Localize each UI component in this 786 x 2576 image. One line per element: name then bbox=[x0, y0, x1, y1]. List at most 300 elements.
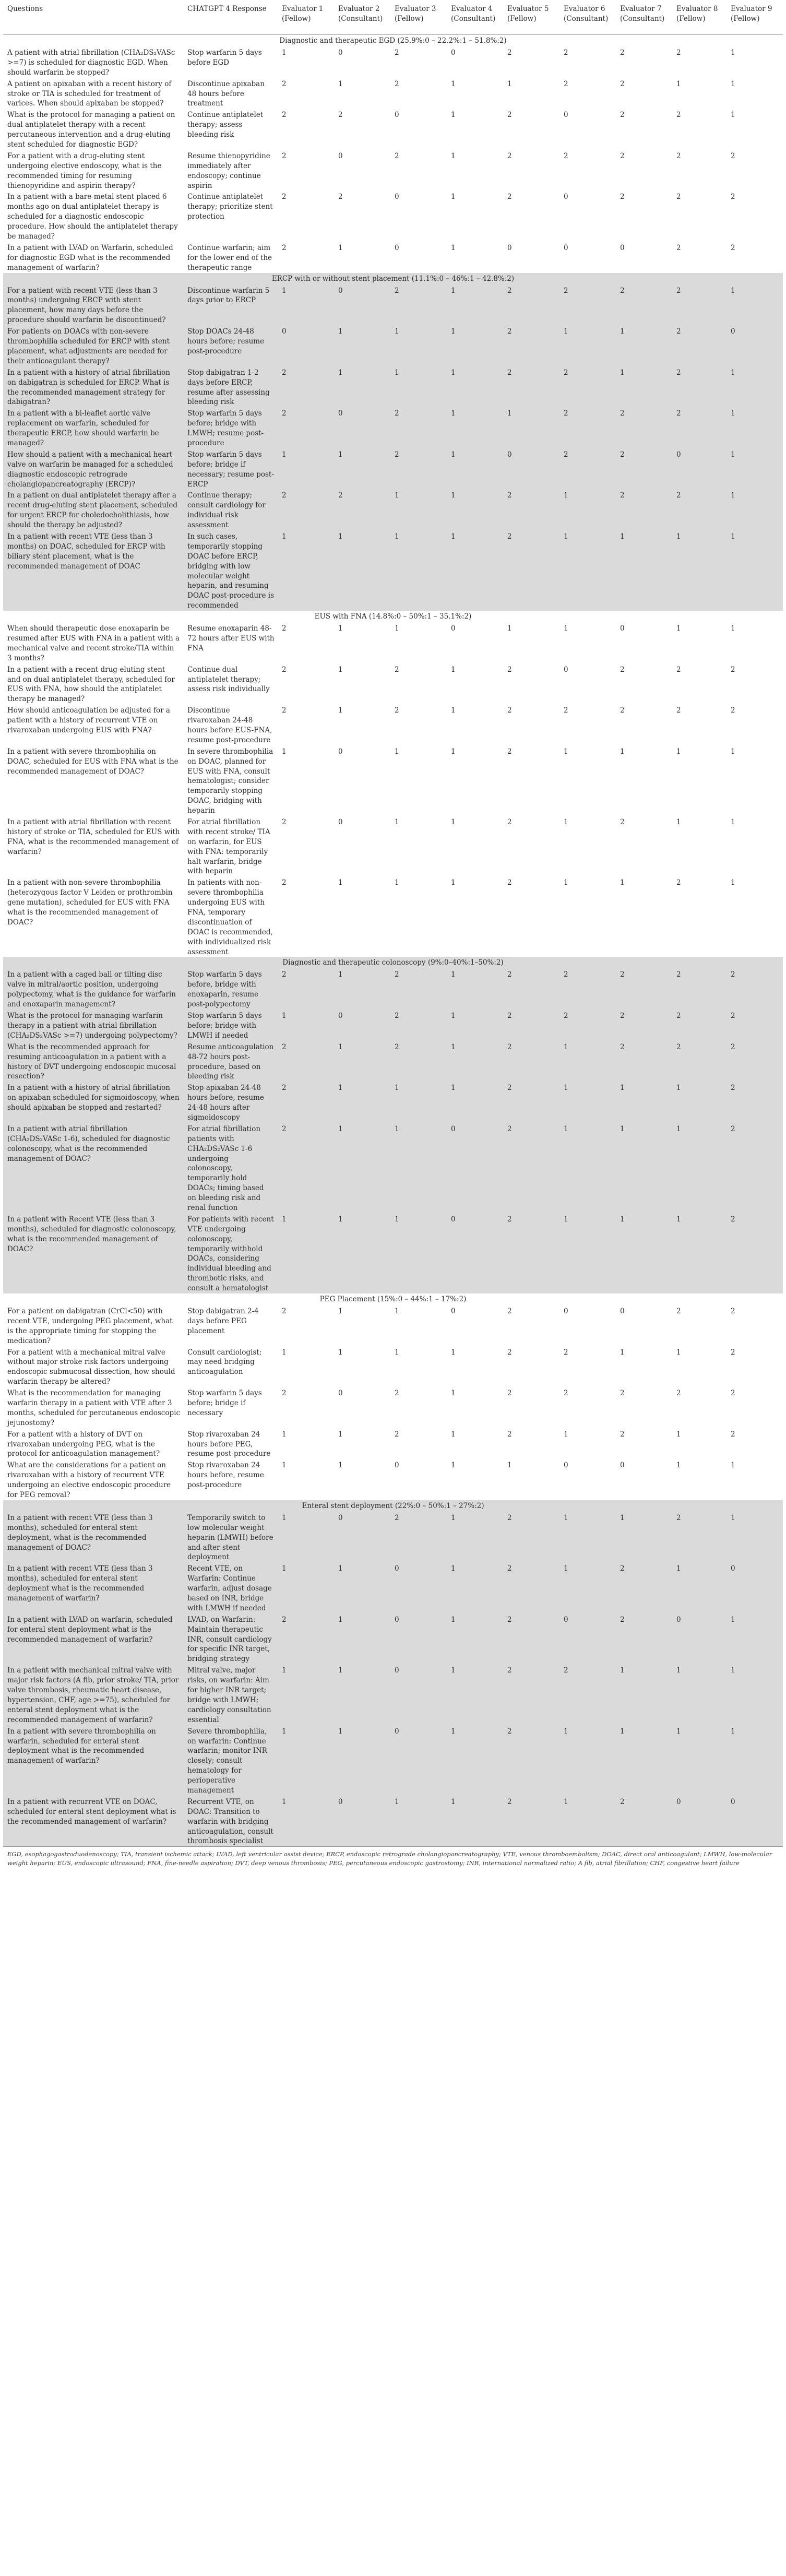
score-cell-evaluator-2: 2 bbox=[334, 489, 390, 530]
score-cell-evaluator-8: 2 bbox=[672, 1387, 727, 1428]
score-cell-evaluator-3: 1 bbox=[390, 1123, 447, 1213]
table-row bbox=[3, 1613, 783, 1664]
question-cell: For patients on DOACs with non-severe thrombophilia scheduled for ERCP with stent placement, what adjustments are needed for their anticoagulant therapy? bbox=[3, 325, 183, 366]
table-row bbox=[3, 150, 783, 191]
score-cell-evaluator-7: 1 bbox=[616, 745, 672, 816]
score-cell-evaluator-1: 2 bbox=[278, 1082, 334, 1123]
score-cell-evaluator-2: 1 bbox=[334, 968, 390, 1010]
score-cell-evaluator-9: 2 bbox=[727, 1041, 783, 1082]
response-cell: Recurrent VTE, on DOAC: Transition to warfarin with bridging anticoagulation, consult thrombosis specialist bbox=[183, 1796, 278, 1846]
table-row bbox=[3, 1796, 783, 1846]
score-cell-evaluator-8: 2 bbox=[672, 191, 727, 241]
score-cell-evaluator-7: 2 bbox=[616, 968, 672, 1010]
score-cell-evaluator-5: 2 bbox=[503, 1562, 559, 1613]
score-cell-evaluator-8: 2 bbox=[672, 109, 727, 150]
table-row bbox=[3, 876, 783, 957]
score-cell-evaluator-4: 1 bbox=[447, 1082, 503, 1123]
response-cell: Stop warfarin 5 days before; bridge with LMWH; resume post-procedure bbox=[183, 407, 278, 448]
score-cell-evaluator-1: 2 bbox=[278, 78, 334, 109]
score-cell-evaluator-8: 2 bbox=[672, 1041, 727, 1082]
score-cell-evaluator-1: 2 bbox=[278, 704, 334, 745]
header-evaluator-4: Evaluator 4 (Consultant) bbox=[447, 0, 503, 35]
table-row bbox=[3, 1010, 783, 1041]
score-cell-evaluator-8: 2 bbox=[672, 1010, 727, 1041]
score-cell-evaluator-9: 1 bbox=[727, 109, 783, 150]
response-cell: Stop apixaban 24-48 hours before, resume 24-48 hours after sigmoidoscopy bbox=[183, 1082, 278, 1123]
header-row bbox=[3, 0, 783, 35]
table-row bbox=[3, 1459, 783, 1500]
score-cell-evaluator-7: 2 bbox=[616, 407, 672, 448]
score-cell-evaluator-7: 2 bbox=[616, 150, 672, 191]
response-cell: For patients with recent VTE undergoing colonoscopy, temporarily withhold DOACs, considering individual bleeding and thrombotic risks, and consult a hematologist bbox=[183, 1213, 278, 1293]
table-row bbox=[3, 366, 783, 408]
question-cell: In a patient with a recent drug-eluting stent and on dual antiplatelet therapy, scheduled for EUS with FNA, how should the antiplatelet therapy be managed? bbox=[3, 663, 183, 705]
score-cell-evaluator-3: 1 bbox=[390, 1082, 447, 1123]
score-cell-evaluator-7: 2 bbox=[616, 1562, 672, 1613]
score-cell-evaluator-3: 1 bbox=[390, 1213, 447, 1293]
header-evaluator-8: Evaluator 8 (Fellow) bbox=[672, 0, 727, 35]
table-row bbox=[3, 816, 783, 876]
score-cell-evaluator-7: 1 bbox=[616, 1123, 672, 1213]
table-row bbox=[3, 1387, 783, 1428]
score-cell-evaluator-1: 2 bbox=[278, 242, 334, 273]
score-cell-evaluator-5: 2 bbox=[503, 109, 559, 150]
table-row bbox=[3, 325, 783, 366]
score-cell-evaluator-9: 2 bbox=[727, 968, 783, 1010]
score-cell-evaluator-8: 2 bbox=[672, 704, 727, 745]
score-cell-evaluator-4: 1 bbox=[447, 489, 503, 530]
score-cell-evaluator-1: 2 bbox=[278, 968, 334, 1010]
score-cell-evaluator-5: 2 bbox=[503, 1041, 559, 1082]
score-cell-evaluator-8: 2 bbox=[672, 489, 727, 530]
score-cell-evaluator-9: 1 bbox=[727, 1512, 783, 1562]
score-cell-evaluator-1: 1 bbox=[278, 46, 334, 78]
score-cell-evaluator-2: 1 bbox=[334, 448, 390, 490]
header-evaluator-6: Evaluator 6 (Consultant) bbox=[559, 0, 616, 35]
response-cell: Stop warfarin 5 days before; bridge with LMWH if needed bbox=[183, 1010, 278, 1041]
table-row bbox=[3, 1725, 783, 1796]
score-cell-evaluator-7: 2 bbox=[616, 78, 672, 109]
table-row bbox=[3, 1664, 783, 1725]
score-cell-evaluator-4: 1 bbox=[447, 1041, 503, 1082]
score-cell-evaluator-9: 1 bbox=[727, 1613, 783, 1664]
score-cell-evaluator-9: 2 bbox=[727, 1305, 783, 1346]
score-cell-evaluator-5: 2 bbox=[503, 530, 559, 611]
score-cell-evaluator-4: 1 bbox=[447, 530, 503, 611]
score-cell-evaluator-1: 1 bbox=[278, 1010, 334, 1041]
header-evaluator-5: Evaluator 5 (Fellow) bbox=[503, 0, 559, 35]
section-title: Diagnostic and therapeutic EGD (25.9%:0 – 22.2%:1 – 51.8%:2) bbox=[3, 35, 783, 47]
score-cell-evaluator-8: 2 bbox=[672, 876, 727, 957]
score-cell-evaluator-1: 2 bbox=[278, 489, 334, 530]
score-cell-evaluator-9: 1 bbox=[727, 1725, 783, 1796]
score-cell-evaluator-1: 2 bbox=[278, 366, 334, 408]
score-cell-evaluator-3: 1 bbox=[390, 745, 447, 816]
score-cell-evaluator-6: 1 bbox=[559, 1512, 616, 1562]
response-cell: Severe thrombophilia, on warfarin: Continue warfarin; monitor INR closely; consult hematology for perioperative management bbox=[183, 1725, 278, 1796]
score-cell-evaluator-9: 2 bbox=[727, 704, 783, 745]
score-cell-evaluator-6: 1 bbox=[559, 1796, 616, 1846]
score-cell-evaluator-9: 2 bbox=[727, 1428, 783, 1459]
score-cell-evaluator-1: 2 bbox=[278, 816, 334, 876]
score-cell-evaluator-3: 2 bbox=[390, 968, 447, 1010]
score-cell-evaluator-8: 2 bbox=[672, 1512, 727, 1562]
score-cell-evaluator-4: 1 bbox=[447, 1725, 503, 1796]
table-row bbox=[3, 191, 783, 241]
score-cell-evaluator-6: 1 bbox=[559, 745, 616, 816]
question-cell: What are the considerations for a patient on rivaroxaban with a history of recurrent VTE undergoing an elective endoscopic procedure for PEG removal? bbox=[3, 1459, 183, 1500]
score-cell-evaluator-4: 1 bbox=[447, 663, 503, 705]
response-cell: Resume enoxaparin 48-72 hours after EUS with FNA bbox=[183, 622, 278, 663]
response-cell: Continue warfarin; aim for the lower end of the therapeutic range bbox=[183, 242, 278, 273]
score-cell-evaluator-9: 1 bbox=[727, 816, 783, 876]
score-cell-evaluator-3: 1 bbox=[390, 530, 447, 611]
score-cell-evaluator-8: 1 bbox=[672, 1562, 727, 1613]
response-cell: Recent VTE, on Warfarin: Continue warfarin, adjust dosage based on INR, bridge with LMWH if needed bbox=[183, 1562, 278, 1613]
score-cell-evaluator-4: 1 bbox=[447, 968, 503, 1010]
table-row bbox=[3, 489, 783, 530]
score-cell-evaluator-5: 2 bbox=[503, 489, 559, 530]
score-cell-evaluator-5: 2 bbox=[503, 46, 559, 78]
score-cell-evaluator-4: 1 bbox=[447, 448, 503, 490]
response-cell: Continue dual antiplatelet therapy; assess risk individually bbox=[183, 663, 278, 705]
question-cell: In a patient with recent VTE (less than 3 months) on DOAC, scheduled for ERCP with biliary stent placement, what is the recommended management of DOAC bbox=[3, 530, 183, 611]
table-row bbox=[3, 622, 783, 663]
score-cell-evaluator-2: 0 bbox=[334, 1796, 390, 1846]
score-cell-evaluator-3: 1 bbox=[390, 1305, 447, 1346]
score-cell-evaluator-9: 2 bbox=[727, 1082, 783, 1123]
score-cell-evaluator-7: 1 bbox=[616, 530, 672, 611]
score-cell-evaluator-5: 2 bbox=[503, 1123, 559, 1213]
score-cell-evaluator-5: 0 bbox=[503, 242, 559, 273]
score-cell-evaluator-1: 1 bbox=[278, 1512, 334, 1562]
table-row bbox=[3, 1346, 783, 1387]
response-cell: Stop rivaroxaban 24 hours before, resume post-procedure bbox=[183, 1459, 278, 1500]
score-cell-evaluator-3: 0 bbox=[390, 1613, 447, 1664]
table-row bbox=[3, 1428, 783, 1459]
score-cell-evaluator-5: 2 bbox=[503, 1664, 559, 1725]
score-cell-evaluator-2: 1 bbox=[334, 1123, 390, 1213]
score-cell-evaluator-9: 1 bbox=[727, 407, 783, 448]
section-title: Diagnostic and therapeutic colonoscopy (9%:0–40%:1–50%:2) bbox=[3, 957, 783, 968]
score-cell-evaluator-5: 2 bbox=[503, 968, 559, 1010]
score-cell-evaluator-5: 2 bbox=[503, 876, 559, 957]
score-cell-evaluator-1: 2 bbox=[278, 109, 334, 150]
score-cell-evaluator-7: 1 bbox=[616, 1512, 672, 1562]
score-cell-evaluator-7: 2 bbox=[616, 46, 672, 78]
score-cell-evaluator-2: 1 bbox=[334, 704, 390, 745]
score-cell-evaluator-8: 1 bbox=[672, 530, 727, 611]
response-cell: Resume anticoagulation 48-72 hours post-procedure, based on bleeding risk bbox=[183, 1041, 278, 1082]
response-cell: Stop warfarin 5 days before EGD bbox=[183, 46, 278, 78]
score-cell-evaluator-4: 0 bbox=[447, 622, 503, 663]
score-cell-evaluator-1: 2 bbox=[278, 663, 334, 705]
score-cell-evaluator-2: 1 bbox=[334, 1082, 390, 1123]
score-cell-evaluator-3: 2 bbox=[390, 1387, 447, 1428]
score-cell-evaluator-9: 2 bbox=[727, 150, 783, 191]
question-cell: For a patient on dabigatran (CrCl<50) with recent VTE, undergoing PEG placement, what is the appropriate timing for stopping the medication? bbox=[3, 1305, 183, 1346]
score-cell-evaluator-6: 1 bbox=[559, 1123, 616, 1213]
score-cell-evaluator-5: 1 bbox=[503, 407, 559, 448]
score-cell-evaluator-5: 2 bbox=[503, 704, 559, 745]
score-cell-evaluator-7: 0 bbox=[616, 1305, 672, 1346]
score-cell-evaluator-6: 1 bbox=[559, 1562, 616, 1613]
score-cell-evaluator-2: 1 bbox=[334, 622, 390, 663]
question-cell: In a patient with a history of atrial fibrillation on apixaban scheduled for sigmoidoscopy, when should apixaban be stopped and restarted? bbox=[3, 1082, 183, 1123]
response-cell: For atrial fibrillation patients with CHA₂DS₂VASc 1-6 undergoing colonoscopy, temporarily hold DOACs; timing based on bleeding risk and renal function bbox=[183, 1123, 278, 1213]
score-cell-evaluator-5: 2 bbox=[503, 1213, 559, 1293]
score-cell-evaluator-4: 0 bbox=[447, 1123, 503, 1213]
score-cell-evaluator-2: 0 bbox=[334, 150, 390, 191]
section-title: EUS with FNA (14.8%:0 – 50%:1 – 35.1%:2) bbox=[3, 611, 783, 622]
score-cell-evaluator-1: 1 bbox=[278, 1796, 334, 1846]
score-cell-evaluator-1: 2 bbox=[278, 876, 334, 957]
score-cell-evaluator-9: 0 bbox=[727, 1562, 783, 1613]
score-cell-evaluator-6: 2 bbox=[559, 1387, 616, 1428]
score-cell-evaluator-6: 2 bbox=[559, 407, 616, 448]
question-cell: In a patient on dual antiplatelet therapy after a recent drug-eluting stent placement, scheduled for urgent ERCP for choledocholithiasis, how should the therapy be adjusted? bbox=[3, 489, 183, 530]
score-cell-evaluator-3: 2 bbox=[390, 407, 447, 448]
score-cell-evaluator-1: 1 bbox=[278, 1664, 334, 1725]
score-cell-evaluator-6: 0 bbox=[559, 109, 616, 150]
score-cell-evaluator-8: 1 bbox=[672, 1213, 727, 1293]
question-cell: When should therapeutic dose enoxaparin be resumed after EUS with FNA in a patient with a mechanical valve and recent stroke/TIA within 3 months? bbox=[3, 622, 183, 663]
score-cell-evaluator-3: 0 bbox=[390, 1459, 447, 1500]
score-cell-evaluator-6: 1 bbox=[559, 876, 616, 957]
score-cell-evaluator-6: 2 bbox=[559, 78, 616, 109]
score-cell-evaluator-9: 1 bbox=[727, 876, 783, 957]
score-cell-evaluator-6: 2 bbox=[559, 448, 616, 490]
score-cell-evaluator-4: 1 bbox=[447, 1387, 503, 1428]
score-cell-evaluator-7: 0 bbox=[616, 622, 672, 663]
score-cell-evaluator-5: 2 bbox=[503, 816, 559, 876]
score-cell-evaluator-1: 1 bbox=[278, 448, 334, 490]
score-cell-evaluator-1: 0 bbox=[278, 325, 334, 366]
score-cell-evaluator-9: 1 bbox=[727, 489, 783, 530]
score-cell-evaluator-5: 2 bbox=[503, 663, 559, 705]
score-cell-evaluator-8: 2 bbox=[672, 663, 727, 705]
score-cell-evaluator-2: 2 bbox=[334, 191, 390, 241]
score-cell-evaluator-7: 2 bbox=[616, 191, 672, 241]
score-cell-evaluator-7: 2 bbox=[616, 1796, 672, 1846]
score-cell-evaluator-3: 2 bbox=[390, 1041, 447, 1082]
score-cell-evaluator-7: 1 bbox=[616, 1725, 672, 1796]
section-header-row bbox=[3, 35, 783, 47]
score-cell-evaluator-1: 1 bbox=[278, 1725, 334, 1796]
score-cell-evaluator-4: 1 bbox=[447, 284, 503, 326]
score-cell-evaluator-4: 1 bbox=[447, 366, 503, 408]
score-cell-evaluator-3: 2 bbox=[390, 1512, 447, 1562]
score-cell-evaluator-1: 2 bbox=[278, 1305, 334, 1346]
question-cell: In a patient with severe thrombophilia on warfarin, scheduled for enteral stent deployment what is the recommended management of warfarin? bbox=[3, 1725, 183, 1796]
score-cell-evaluator-6: 2 bbox=[559, 968, 616, 1010]
score-cell-evaluator-3: 0 bbox=[390, 1562, 447, 1613]
table-row bbox=[3, 1123, 783, 1213]
question-cell: For a patient with a mechanical mitral valve without major stroke risk factors undergoing endoscopic submucosal dissection, how should warfarin therapy be altered? bbox=[3, 1346, 183, 1387]
score-cell-evaluator-4: 1 bbox=[447, 1562, 503, 1613]
score-cell-evaluator-7: 1 bbox=[616, 325, 672, 366]
score-cell-evaluator-8: 1 bbox=[672, 816, 727, 876]
table-body bbox=[3, 35, 783, 1847]
score-cell-evaluator-5: 1 bbox=[503, 622, 559, 663]
section-header-row bbox=[3, 273, 783, 284]
score-cell-evaluator-9: 2 bbox=[727, 242, 783, 273]
score-cell-evaluator-4: 1 bbox=[447, 704, 503, 745]
score-cell-evaluator-3: 2 bbox=[390, 284, 447, 326]
score-cell-evaluator-7: 2 bbox=[616, 1010, 672, 1041]
score-cell-evaluator-3: 1 bbox=[390, 1796, 447, 1846]
score-cell-evaluator-1: 2 bbox=[278, 622, 334, 663]
score-cell-evaluator-6: 0 bbox=[559, 191, 616, 241]
score-cell-evaluator-2: 0 bbox=[334, 407, 390, 448]
section-header-row bbox=[3, 1500, 783, 1512]
score-cell-evaluator-2: 1 bbox=[334, 1562, 390, 1613]
score-cell-evaluator-8: 2 bbox=[672, 366, 727, 408]
score-cell-evaluator-2: 1 bbox=[334, 1428, 390, 1459]
table-row bbox=[3, 663, 783, 705]
score-cell-evaluator-7: 1 bbox=[616, 1664, 672, 1725]
section-header-row bbox=[3, 957, 783, 968]
score-cell-evaluator-6: 0 bbox=[559, 1305, 616, 1346]
question-cell: For a patient with recent VTE (less than 3 months) undergoing ERCP with stent placement, how many days before the procedure should warfarin be discontinued? bbox=[3, 284, 183, 326]
score-cell-evaluator-1: 2 bbox=[278, 150, 334, 191]
score-cell-evaluator-9: 1 bbox=[727, 46, 783, 78]
score-cell-evaluator-1: 1 bbox=[278, 1428, 334, 1459]
header-evaluator-9: Evaluator 9 (Fellow) bbox=[727, 0, 783, 35]
score-cell-evaluator-3: 2 bbox=[390, 663, 447, 705]
score-cell-evaluator-9: 0 bbox=[727, 325, 783, 366]
score-cell-evaluator-6: 1 bbox=[559, 1082, 616, 1123]
score-cell-evaluator-7: 2 bbox=[616, 704, 672, 745]
score-cell-evaluator-7: 2 bbox=[616, 448, 672, 490]
score-cell-evaluator-5: 2 bbox=[503, 745, 559, 816]
score-cell-evaluator-6: 1 bbox=[559, 816, 616, 876]
score-cell-evaluator-6: 2 bbox=[559, 284, 616, 326]
score-cell-evaluator-5: 2 bbox=[503, 1428, 559, 1459]
score-cell-evaluator-5: 2 bbox=[503, 1387, 559, 1428]
question-cell: In a patient with a history of atrial fibrillation on dabigatran is scheduled for ERCP. What is the recommended management strategy for dabigatran? bbox=[3, 366, 183, 408]
score-cell-evaluator-2: 1 bbox=[334, 1664, 390, 1725]
response-cell: For atrial fibrillation with recent stroke/ TIA on warfarin, for EUS with FNA: temporarily halt warfarin, bridge with heparin bbox=[183, 816, 278, 876]
table-row bbox=[3, 1305, 783, 1346]
score-cell-evaluator-6: 2 bbox=[559, 46, 616, 78]
response-cell: Stop rivaroxaban 24 hours before PEG, resume post-procedure bbox=[183, 1428, 278, 1459]
response-cell: Stop dabigatran 1-2 days before ERCP, resume after assessing bleeding risk bbox=[183, 366, 278, 408]
score-cell-evaluator-8: 0 bbox=[672, 1796, 727, 1846]
score-cell-evaluator-1: 2 bbox=[278, 1613, 334, 1664]
score-cell-evaluator-4: 0 bbox=[447, 46, 503, 78]
score-cell-evaluator-6: 1 bbox=[559, 1725, 616, 1796]
response-cell: Resume thienopyridine immediately after endoscopy; continue aspirin bbox=[183, 150, 278, 191]
score-cell-evaluator-4: 1 bbox=[447, 1512, 503, 1562]
score-cell-evaluator-5: 0 bbox=[503, 448, 559, 490]
table-row bbox=[3, 1512, 783, 1562]
score-cell-evaluator-3: 2 bbox=[390, 78, 447, 109]
question-cell: In a patient with mechanical mitral valve with major risk factors (A fib, prior stroke/ TIA, prior valve thrombosis, rheumatic heart disease, hypertension, CHF, age >=75), scheduled for enteral stent deployment what is the recommended management of warfarin? bbox=[3, 1664, 183, 1725]
score-cell-evaluator-9: 2 bbox=[727, 1010, 783, 1041]
score-cell-evaluator-4: 1 bbox=[447, 150, 503, 191]
score-cell-evaluator-4: 1 bbox=[447, 407, 503, 448]
table-row bbox=[3, 745, 783, 816]
response-cell: Stop dabigatran 2-4 days before PEG placement bbox=[183, 1305, 278, 1346]
response-cell: LVAD, on Warfarin: Maintain therapeutic INR, consult cardiology for specific INR target, bridging strategy bbox=[183, 1613, 278, 1664]
score-cell-evaluator-9: 1 bbox=[727, 448, 783, 490]
response-cell: Mitral valve, major risks, on warfarin: Aim for higher INR target; bridge with LMWH; cardiology consultation essential bbox=[183, 1664, 278, 1725]
score-cell-evaluator-5: 2 bbox=[503, 191, 559, 241]
score-cell-evaluator-2: 1 bbox=[334, 78, 390, 109]
score-cell-evaluator-2: 0 bbox=[334, 816, 390, 876]
response-cell: In severe thrombophilia on DOAC, planned for EUS with FNA, consult hematologist; consider temporarily stopping DOAC, bridging with heparin bbox=[183, 745, 278, 816]
question-cell: What is the protocol for managing warfarin therapy in a patient with atrial fibrillation (CHA₂DS₂VASc >=7) undergoing polypectomy? bbox=[3, 1010, 183, 1041]
score-cell-evaluator-5: 2 bbox=[503, 1613, 559, 1664]
score-cell-evaluator-6: 0 bbox=[559, 1613, 616, 1664]
score-cell-evaluator-8: 2 bbox=[672, 242, 727, 273]
table-row bbox=[3, 109, 783, 150]
question-cell: In a patient with non-severe thrombophilia (heterozygous factor V Leiden or prothrombin gene mutation), scheduled for EUS with FNA what is the recommended management of DOAC? bbox=[3, 876, 183, 957]
score-cell-evaluator-8: 1 bbox=[672, 1123, 727, 1213]
score-cell-evaluator-4: 1 bbox=[447, 816, 503, 876]
score-cell-evaluator-8: 1 bbox=[672, 1725, 727, 1796]
score-cell-evaluator-6: 1 bbox=[559, 325, 616, 366]
score-cell-evaluator-5: 2 bbox=[503, 1010, 559, 1041]
score-cell-evaluator-5: 2 bbox=[503, 1725, 559, 1796]
score-cell-evaluator-3: 2 bbox=[390, 1428, 447, 1459]
score-cell-evaluator-9: 0 bbox=[727, 1796, 783, 1846]
score-cell-evaluator-2: 0 bbox=[334, 1512, 390, 1562]
score-cell-evaluator-3: 2 bbox=[390, 704, 447, 745]
header-response: CHATGPT 4 Response bbox=[183, 0, 278, 35]
score-cell-evaluator-9: 2 bbox=[727, 1346, 783, 1387]
score-cell-evaluator-5: 2 bbox=[503, 150, 559, 191]
score-cell-evaluator-9: 1 bbox=[727, 1459, 783, 1500]
score-cell-evaluator-1: 1 bbox=[278, 1459, 334, 1500]
response-cell: In patients with non-severe thrombophilia undergoing EUS with FNA, temporary discontinuation of DOAC is recommended, with individualized risk assessment bbox=[183, 876, 278, 957]
score-cell-evaluator-1: 1 bbox=[278, 530, 334, 611]
response-cell: Continue therapy; consult cardiology for individual risk assessment bbox=[183, 489, 278, 530]
score-cell-evaluator-2: 1 bbox=[334, 366, 390, 408]
table-row bbox=[3, 1041, 783, 1082]
score-cell-evaluator-7: 2 bbox=[616, 1428, 672, 1459]
score-cell-evaluator-7: 2 bbox=[616, 1387, 672, 1428]
header-evaluator-2: Evaluator 2 (Consultant) bbox=[334, 0, 390, 35]
score-cell-evaluator-7: 2 bbox=[616, 816, 672, 876]
question-cell: For a patient with a history of DVT on rivaroxaban undergoing PEG, what is the protocol for anticoagulation management? bbox=[3, 1428, 183, 1459]
score-cell-evaluator-5: 2 bbox=[503, 1305, 559, 1346]
question-cell: In a patient with a caged ball or tilting disc valve in mitral/aortic position, undergoing polypectomy, what is the guidance for warfarin and enoxaparin management? bbox=[3, 968, 183, 1010]
question-cell: In a patient with atrial fibrillation (CHA₂DS₂VASc 1-6), scheduled for diagnostic colonoscopy, what is the recommended management of DOAC? bbox=[3, 1123, 183, 1213]
table-row bbox=[3, 530, 783, 611]
score-cell-evaluator-6: 1 bbox=[559, 1428, 616, 1459]
score-cell-evaluator-1: 2 bbox=[278, 1041, 334, 1082]
score-cell-evaluator-9: 1 bbox=[727, 78, 783, 109]
question-cell: In a patient with recent VTE (less than 3 months), scheduled for enteral stent deployment what is the recommended management of warfarin? bbox=[3, 1562, 183, 1613]
score-cell-evaluator-2: 1 bbox=[334, 876, 390, 957]
score-cell-evaluator-3: 2 bbox=[390, 448, 447, 490]
score-cell-evaluator-8: 0 bbox=[672, 1613, 727, 1664]
score-cell-evaluator-5: 2 bbox=[503, 1796, 559, 1846]
score-cell-evaluator-1: 2 bbox=[278, 1123, 334, 1213]
score-cell-evaluator-1: 1 bbox=[278, 1346, 334, 1387]
response-cell: Stop warfarin 5 days before; bridge if necessary; resume post-ERCP bbox=[183, 448, 278, 490]
score-cell-evaluator-4: 1 bbox=[447, 876, 503, 957]
score-cell-evaluator-8: 1 bbox=[672, 1459, 727, 1500]
score-cell-evaluator-2: 1 bbox=[334, 242, 390, 273]
score-cell-evaluator-4: 1 bbox=[447, 1664, 503, 1725]
score-cell-evaluator-2: 1 bbox=[334, 1041, 390, 1082]
table-row bbox=[3, 1213, 783, 1293]
score-cell-evaluator-7: 2 bbox=[616, 489, 672, 530]
score-cell-evaluator-3: 0 bbox=[390, 1664, 447, 1725]
